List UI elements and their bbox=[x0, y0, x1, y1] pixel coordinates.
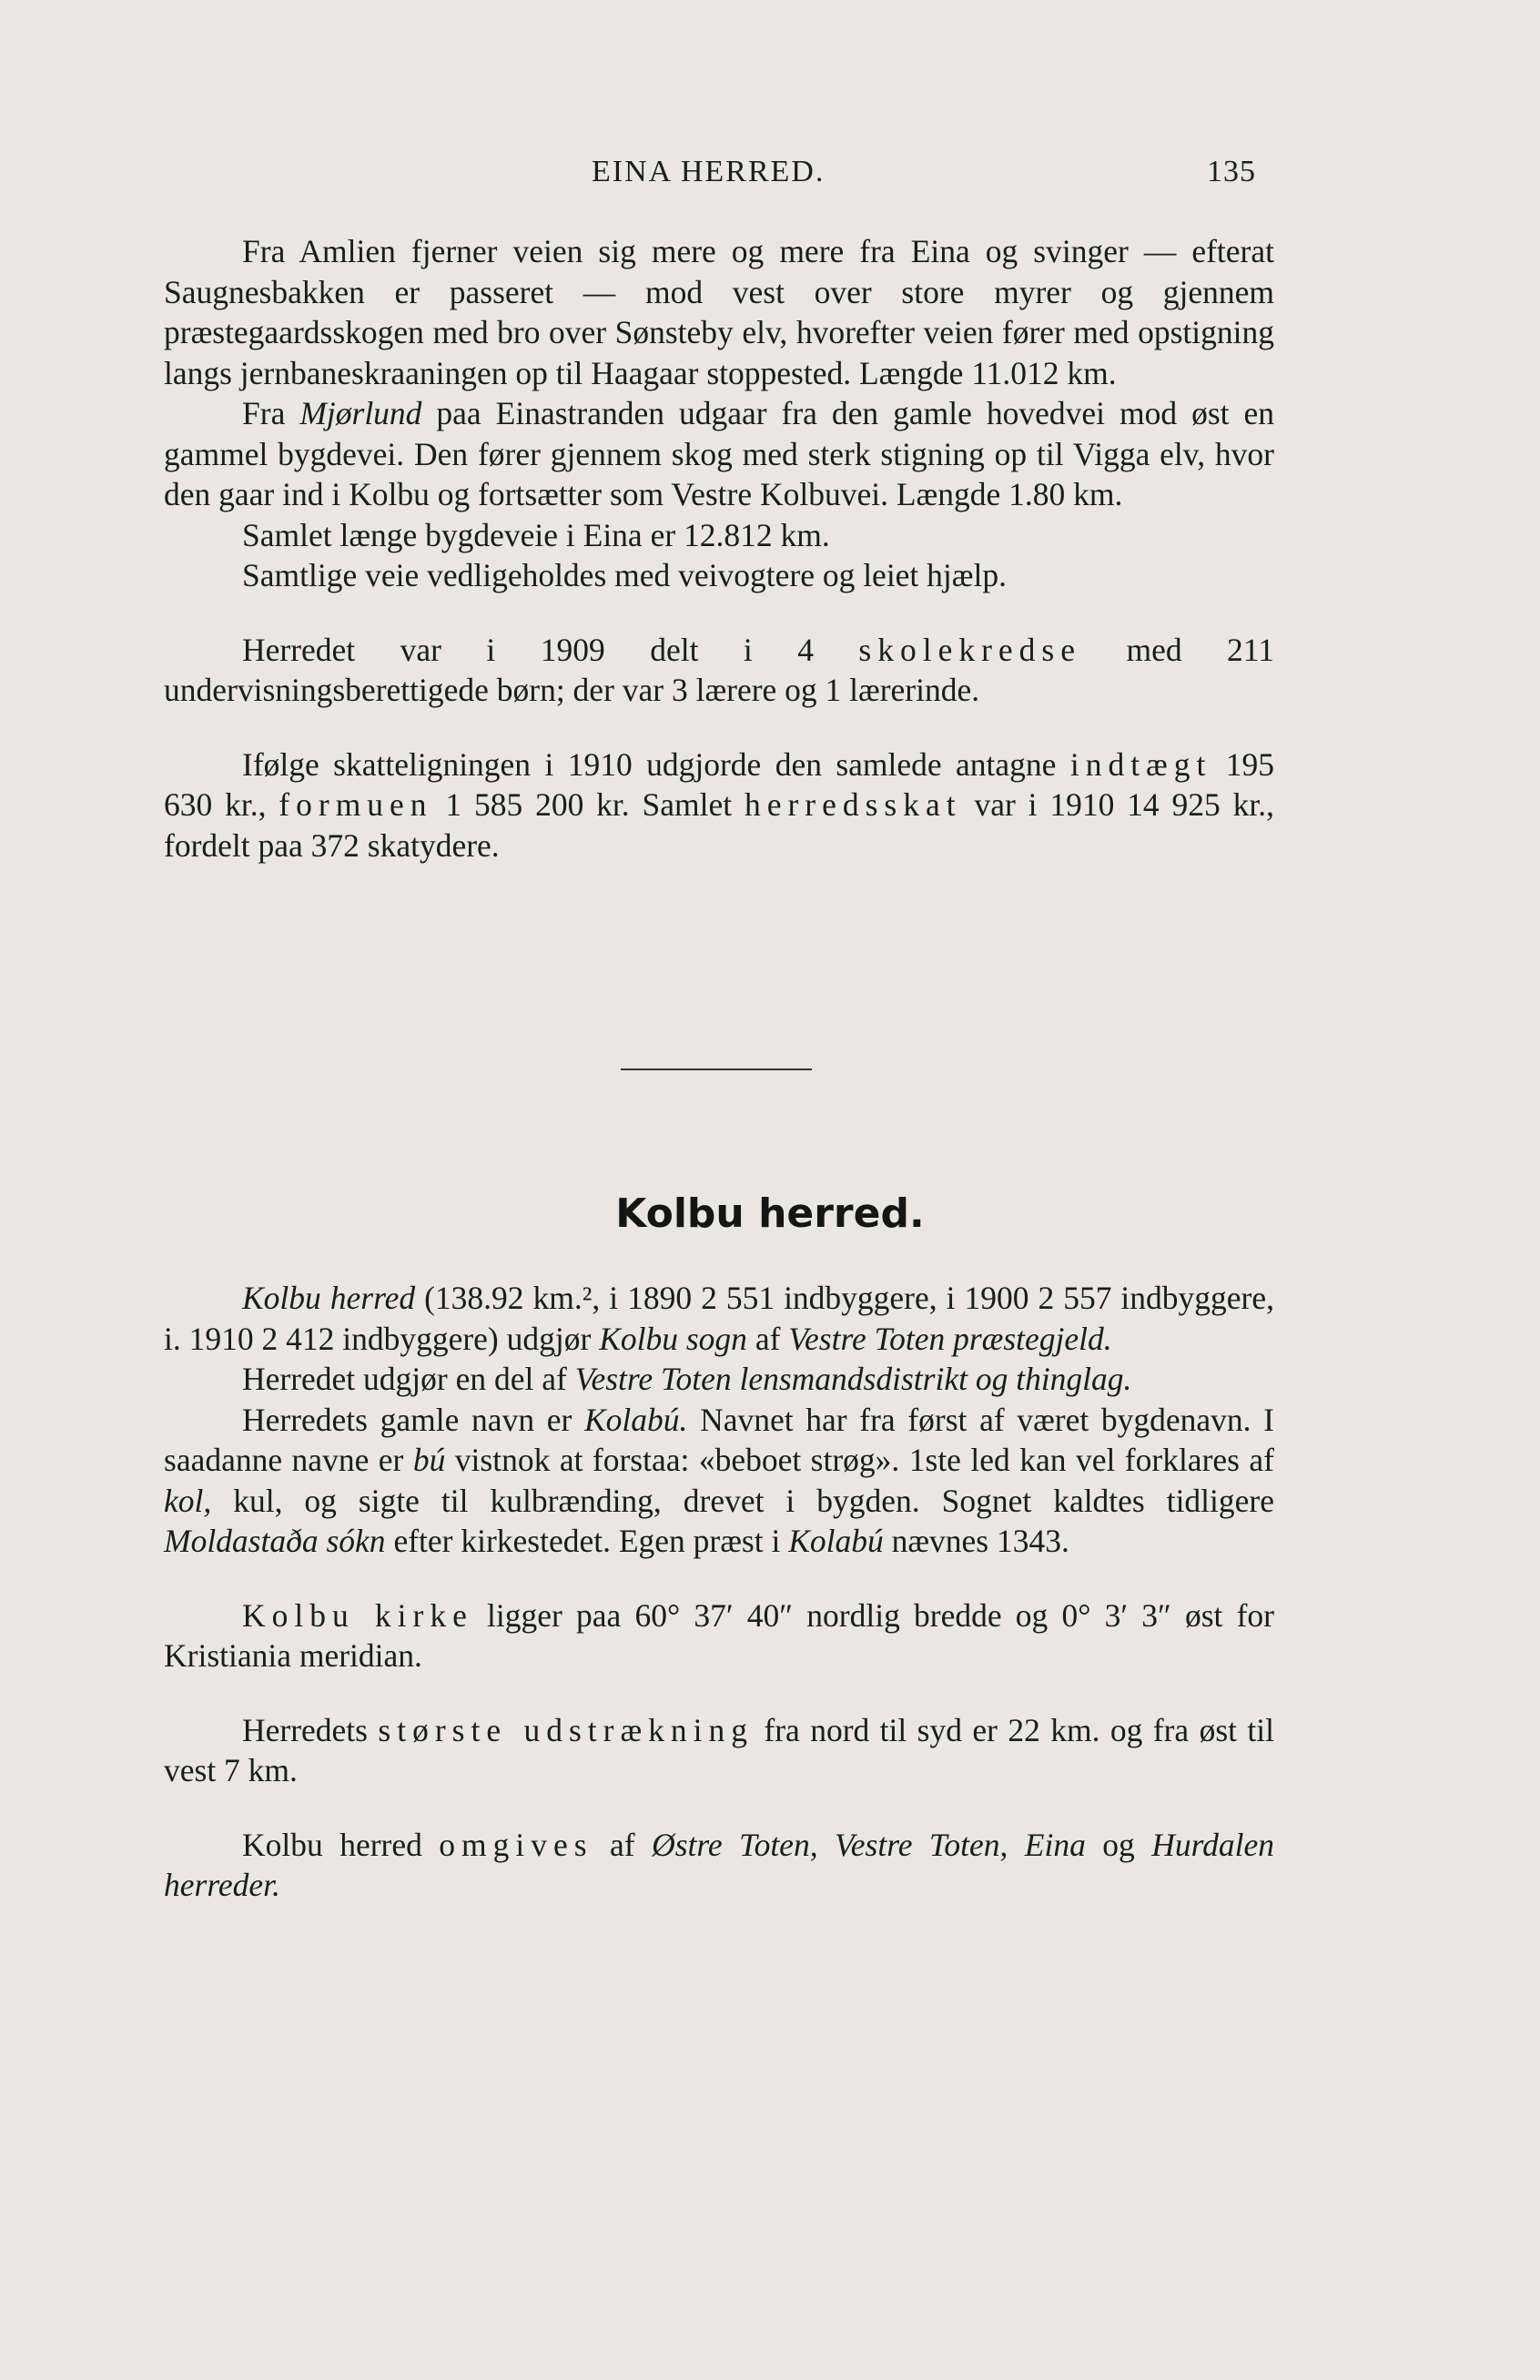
paragraph: Herredet var i 1909 delt i 4 skolekredse med 211 undervisningsberettigede børn; der var 3 lærere og 1 lærerinde. bbox=[164, 631, 1274, 708]
paragraph: Kolbu kirke ligger paa 60° 37′ 40″ nordlig bredde og 0° 3′ 3″ øst for Kristiania meridian. bbox=[164, 1596, 1274, 1674]
paragraph: Fra Mjørlund paa Einastranden udgaar fra den gamle hovedvei mod øst en gammel bygdevei. Den fører gjennem skog med sterk stigning op til Vigga elv, hvor den gaar ind i Kolbu og fortsætter som Vestre Kolbuvei. Længde 1.80 km. bbox=[164, 395, 1274, 512]
paragraph: Samlet længe bygdeveie i Eina er 12.812 km. bbox=[242, 516, 830, 553]
eina-roads-section bbox=[164, 231, 1274, 866]
section-divider bbox=[621, 1068, 812, 1070]
paragraph: Herredets største udstrækning fra nord til syd er 22 km. og fra øst til vest 7 km. bbox=[164, 1711, 1274, 1788]
paragraph: Samtlige veie vedligeholdes med veivogtere og leiet hjælp. bbox=[242, 557, 1007, 593]
paragraph: Kolbu herred omgives af Østre Toten, Vestre Toten, Eina og Hurdalen herreder. bbox=[164, 1826, 1275, 1903]
kolbu-section bbox=[164, 1278, 1274, 1906]
running-title: EINA HERRED. bbox=[592, 155, 826, 188]
page-number: 135 bbox=[1207, 155, 1256, 188]
paragraph: Fra Amlien fjerner veien sig mere og mere fra Eina og svinger — efterat Saugnesbakken er passeret — mod vest over store myrer og gjennem præstegaardsskogen med bro over Sønsteby elv, hvorefter veien fører med opstigning langs jernbaneskraaningen op til Haagaar stoppested. Længde 11.012 km. bbox=[164, 233, 1274, 391]
paragraph: Ifølge skatteligningen i 1910 udgjorde den samlede antagne indtægt 195 630 kr., formuen 1 585 200 kr. Samlet herredsskat var i 1910 14 925 kr., fordelt paa 372 skatydere. bbox=[164, 745, 1275, 864]
paragraph: Herredet udgjør en del af Vestre Toten lensmandsdistrikt og thinglag. bbox=[242, 1361, 1132, 1397]
paragraph: Herredets gamle navn er Kolabú. Navnet har fra først af været bygdenavn. I saadanne navne er bú vistnok at forstaa: «beboet strøg». 1ste led kan vel forklares af kol, kul, og sigte til kulbrænding, drevet i bygden. Sognet kaldtes tidligere Moldastaða sókn efter kirkestedet. Egen præst i Kolabú nævnes 1343. bbox=[164, 1401, 1275, 1559]
section-heading: Kolbu herred. bbox=[615, 1190, 925, 1237]
paragraph: Kolbu herred (138.92 km.², i 1890 2 551 indbyggere, i 1900 2 557 indbyggere, i. 1910 2 412 indbyggere) udgjør Kolbu sogn af Vestre Toten præstegjeld. bbox=[164, 1280, 1274, 1357]
